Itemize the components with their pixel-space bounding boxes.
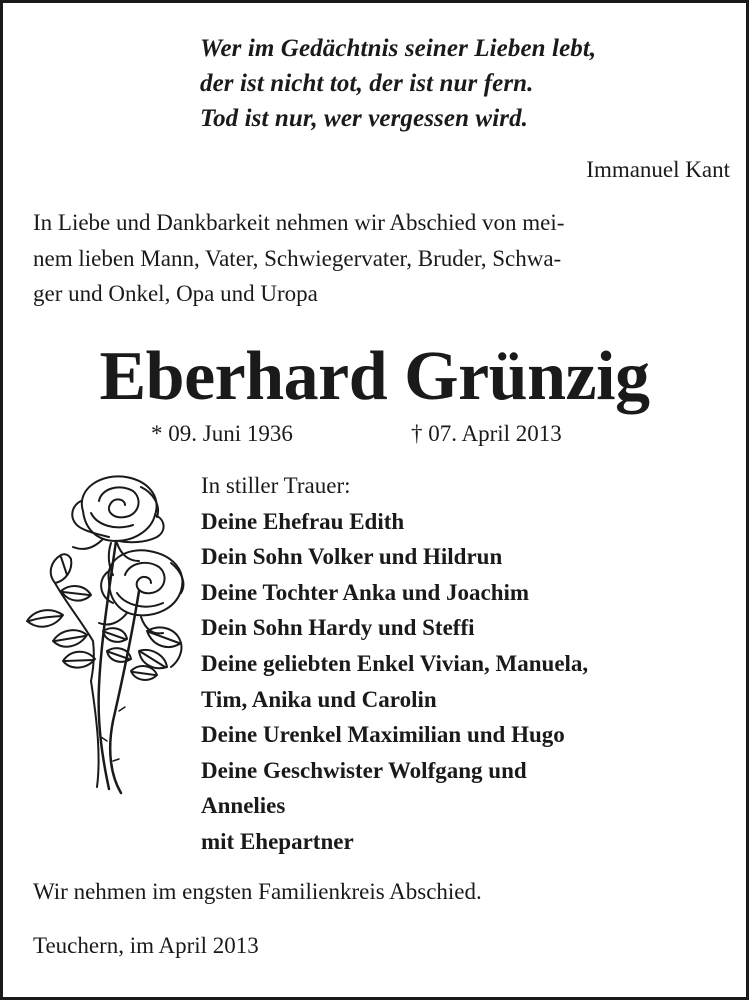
quote-line: Wer im Gedächtnis seiner Lieben lebt, xyxy=(200,35,597,62)
birth-date: * 09. Juni 1936 xyxy=(151,421,293,446)
death-date: † 07. April 2013 xyxy=(411,421,562,446)
mourner-line: Deine Tochter Anka und Joachim xyxy=(201,579,530,605)
mourner-line: Tim, Anika und Carolin xyxy=(201,686,437,712)
mourner-line: Deine geliebten Enkel Vivian, Manuela, xyxy=(201,650,589,676)
place-date: Teuchern, im April 2013 xyxy=(33,933,259,958)
mourners-lead: In stiller Trauer: xyxy=(201,473,351,498)
mourner-line: mit Ehepartner xyxy=(201,828,354,854)
rose-icon xyxy=(21,471,193,801)
mourner-line: Annelies xyxy=(201,793,286,819)
quote-line: der ist nicht tot, der ist nur fern. xyxy=(200,70,534,97)
mourner-line: Deine Geschwister Wolfgang und xyxy=(201,757,527,783)
mourners-list xyxy=(201,468,588,860)
intro-line: ger und Onkel, Opa und Uropa xyxy=(33,281,318,306)
mourner-line: Dein Sohn Hardy und Steffi xyxy=(201,615,475,641)
mourner-line: Deine Ehefrau Edith xyxy=(201,508,405,534)
mourner-line: Dein Sohn Volker und Hildrun xyxy=(201,544,503,570)
quote-line: Tod ist nur, wer vergessen wird. xyxy=(200,105,529,132)
memorial-quote xyxy=(200,31,596,136)
quote-author: Immanuel Kant xyxy=(586,157,730,182)
closing-note: Wir nehmen im engsten Familienkreis Abschied. xyxy=(33,879,482,904)
intro-text xyxy=(33,205,564,312)
intro-line: In Liebe und Dankbarkeit nehmen wir Abschied von mei- xyxy=(33,210,565,235)
intro-line: nem lieben Mann, Vater, Schwiegervater, Bruder, Schwa- xyxy=(33,245,562,271)
deceased-name: Eberhard Grünzig xyxy=(99,338,650,415)
mourner-line: Deine Urenkel Maximilian und Hugo xyxy=(201,722,565,748)
